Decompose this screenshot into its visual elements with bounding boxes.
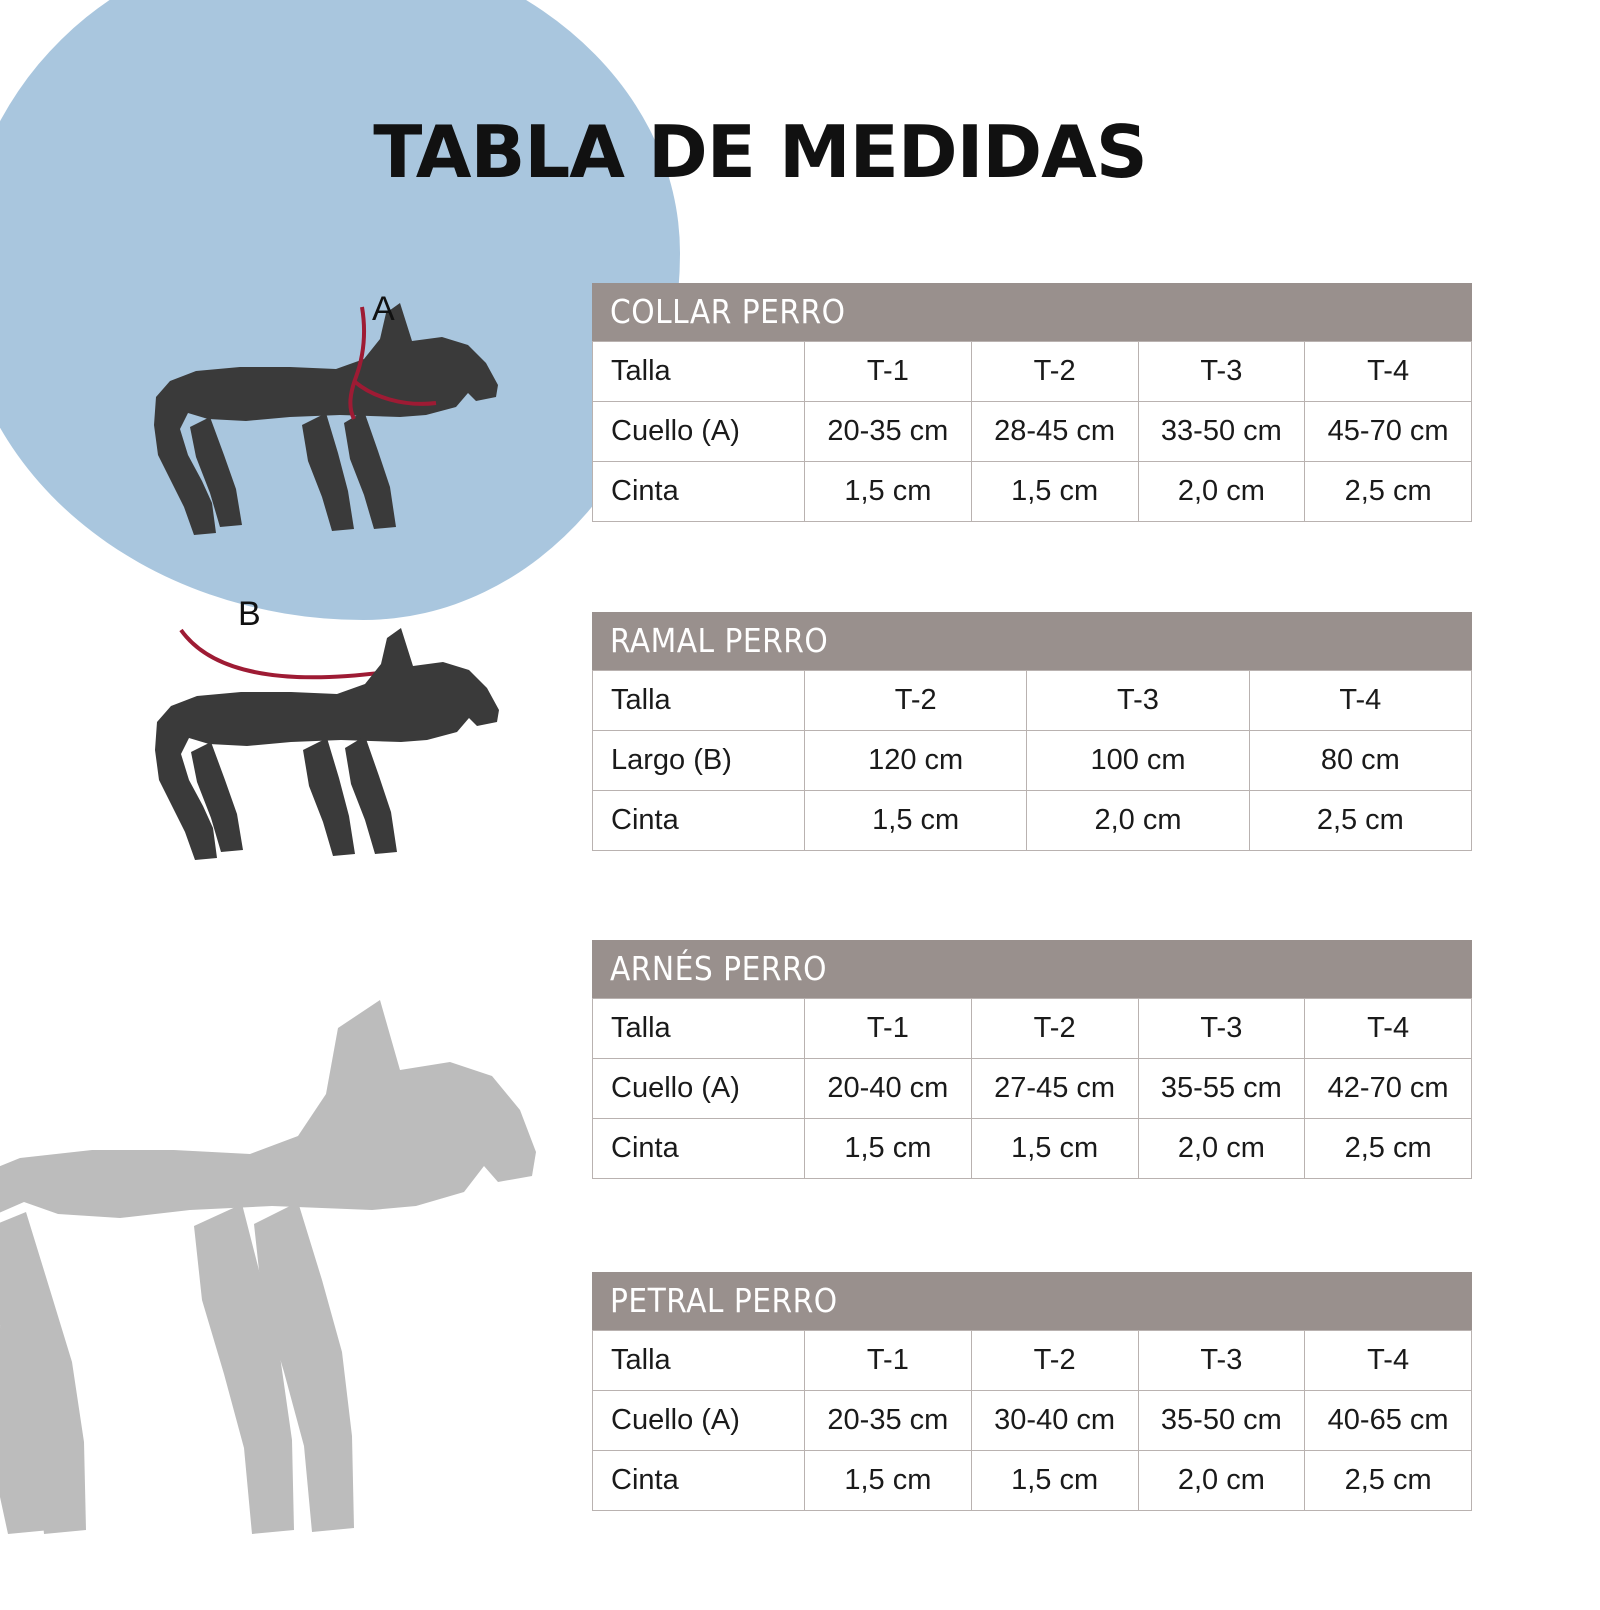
table-row	[593, 1119, 1472, 1179]
cell: 20-35 cm	[805, 1391, 972, 1451]
table-block-petral	[592, 1272, 1472, 1511]
cell: 1,5 cm	[805, 1451, 972, 1511]
dog-silhouette-icon	[145, 600, 545, 890]
cell: T-2	[971, 1331, 1138, 1391]
cell: 33-50 cm	[1138, 402, 1305, 462]
cell: T-3	[1138, 1331, 1305, 1391]
cell: 80 cm	[1249, 731, 1471, 791]
cell: 1,5 cm	[971, 462, 1138, 522]
table-row	[593, 1059, 1472, 1119]
table-row	[593, 402, 1472, 462]
cell: 2,0 cm	[1138, 462, 1305, 522]
table-row	[593, 671, 1472, 731]
cell: 100 cm	[1027, 731, 1249, 791]
table-heading-ramal: RAMAL PERRO	[592, 612, 1472, 670]
cell: 2,5 cm	[1249, 791, 1471, 851]
cell: T-2	[805, 671, 1027, 731]
table-block-ramal	[592, 612, 1472, 851]
row-label: Cuello (A)	[593, 402, 805, 462]
cell: 35-50 cm	[1138, 1391, 1305, 1451]
table-row	[593, 791, 1472, 851]
table-heading-collar: COLLAR PERRO	[592, 283, 1472, 341]
cell: 27-45 cm	[971, 1059, 1138, 1119]
dog-silhouette-icon	[0, 990, 600, 1610]
cell: 120 cm	[805, 731, 1027, 791]
cell: 30-40 cm	[971, 1391, 1138, 1451]
dog-leash-illustration	[145, 600, 545, 890]
table-row	[593, 1331, 1472, 1391]
row-label: Cinta	[593, 1119, 805, 1179]
cell: T-3	[1138, 999, 1305, 1059]
cell: 1,5 cm	[971, 1119, 1138, 1179]
table-block-arnes	[592, 940, 1472, 1179]
cell: 20-40 cm	[805, 1059, 972, 1119]
row-label: Talla	[593, 342, 805, 402]
table-block-collar	[592, 283, 1472, 522]
row-label: Largo (B)	[593, 731, 805, 791]
cell: T-2	[971, 342, 1138, 402]
measure-marker-a: A	[372, 290, 395, 328]
cell: 1,5 cm	[805, 1119, 972, 1179]
cell: 2,5 cm	[1305, 1451, 1472, 1511]
table-arnes	[592, 998, 1472, 1179]
row-label: Cinta	[593, 791, 805, 851]
table-heading-arnes: ARNÉS PERRO	[592, 940, 1472, 998]
cell: T-4	[1249, 671, 1471, 731]
table-row	[593, 342, 1472, 402]
table-row	[593, 462, 1472, 522]
cell: T-4	[1305, 342, 1472, 402]
table-ramal	[592, 670, 1472, 851]
row-label: Talla	[593, 999, 805, 1059]
cell: 1,5 cm	[805, 462, 972, 522]
cell: 2,5 cm	[1305, 1119, 1472, 1179]
cell: T-1	[805, 342, 972, 402]
cell: T-2	[971, 999, 1138, 1059]
row-label: Cinta	[593, 462, 805, 522]
row-label: Talla	[593, 1331, 805, 1391]
table-petral	[592, 1330, 1472, 1511]
row-label: Talla	[593, 671, 805, 731]
row-label: Cuello (A)	[593, 1391, 805, 1451]
cell: T-3	[1027, 671, 1249, 731]
dog-large-illustration	[0, 990, 600, 1610]
cell: 40-65 cm	[1305, 1391, 1472, 1451]
table-row	[593, 731, 1472, 791]
dog-silhouette-icon	[150, 285, 530, 565]
table-heading-petral: PETRAL PERRO	[592, 1272, 1472, 1330]
cell: T-1	[805, 999, 972, 1059]
measure-marker-b: B	[238, 595, 261, 633]
table-row	[593, 999, 1472, 1059]
cell: 2,5 cm	[1305, 462, 1472, 522]
cell: 1,5 cm	[805, 791, 1027, 851]
cell: 2,0 cm	[1138, 1451, 1305, 1511]
table-row	[593, 1391, 1472, 1451]
cell: 35-55 cm	[1138, 1059, 1305, 1119]
cell: 28-45 cm	[971, 402, 1138, 462]
cell: 42-70 cm	[1305, 1059, 1472, 1119]
row-label: Cuello (A)	[593, 1059, 805, 1119]
cell: T-3	[1138, 342, 1305, 402]
cell: T-1	[805, 1331, 972, 1391]
row-label: Cinta	[593, 1451, 805, 1511]
cell: 20-35 cm	[805, 402, 972, 462]
cell: T-4	[1305, 999, 1472, 1059]
table-row	[593, 1451, 1472, 1511]
cell: 1,5 cm	[971, 1451, 1138, 1511]
cell: 2,0 cm	[1027, 791, 1249, 851]
cell: T-4	[1305, 1331, 1472, 1391]
cell: 2,0 cm	[1138, 1119, 1305, 1179]
table-collar	[592, 341, 1472, 522]
dog-collar-illustration	[150, 285, 530, 565]
cell: 45-70 cm	[1305, 402, 1472, 462]
page-title: TABLA DE MEDIDAS	[373, 110, 1147, 194]
